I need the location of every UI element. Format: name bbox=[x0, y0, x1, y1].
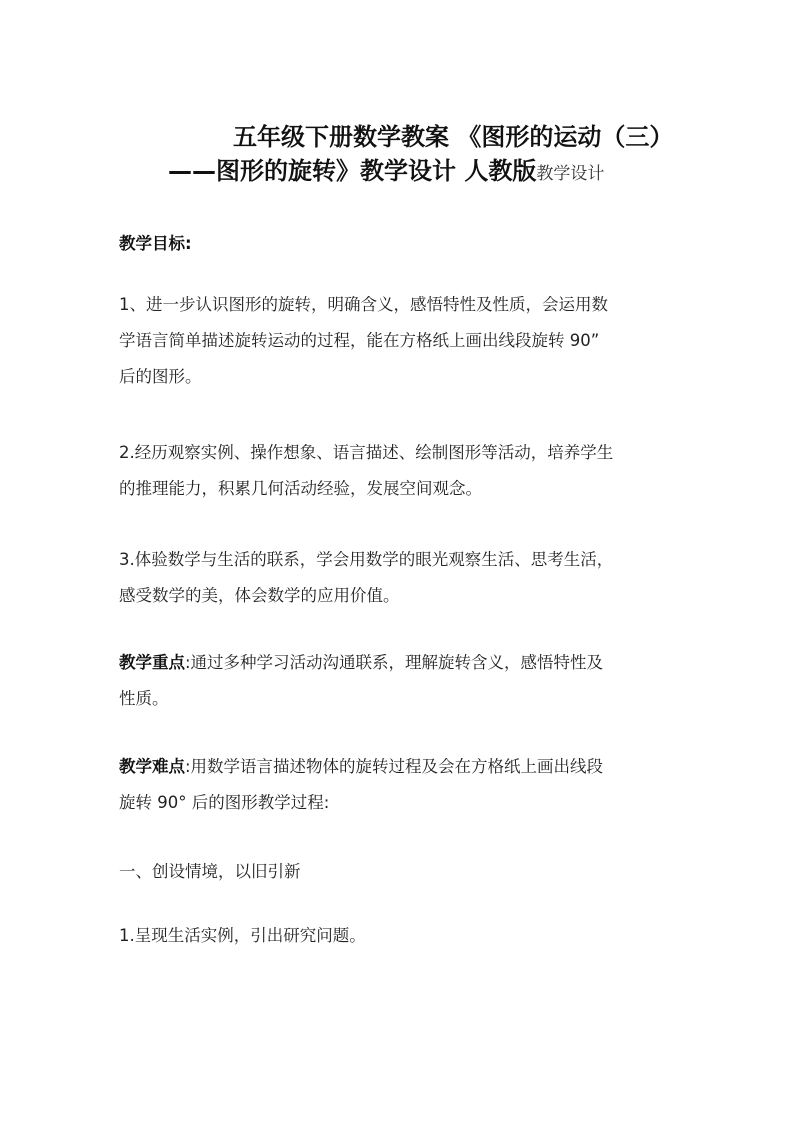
key-point bbox=[119, 645, 679, 717]
objective-2 bbox=[119, 435, 679, 507]
objective-1-line: 1、进一步认识图形的旋转，明确含义，感悟特性及性质，会运用数 bbox=[119, 295, 608, 314]
key-point-line bbox=[119, 645, 679, 681]
key-point-line: 性质。 bbox=[119, 689, 169, 708]
objective-2-line: 2.经历观察实例、操作想象、语言描述、绘制图形等活动，培养学生 bbox=[119, 443, 614, 462]
objective-2-line: 的推理能力，积累几何活动经验，发展空间观念。 bbox=[119, 479, 482, 498]
objective-3 bbox=[119, 542, 679, 614]
difficulty-label: 教学难点 bbox=[119, 757, 185, 776]
objective-1-line: 后的图形。 bbox=[119, 367, 202, 386]
title-line-2-main: ——图形的旋转》教学设计 人教版 bbox=[168, 157, 537, 185]
objectives-heading: 教学目标: bbox=[119, 234, 192, 253]
key-point-label: 教学重点 bbox=[119, 653, 185, 672]
difficulty bbox=[119, 749, 679, 821]
title-line-1: 五年级下册数学教案 《图形的运动（三） bbox=[233, 123, 674, 151]
section-1-item-1: 1.呈现生活实例，引出研究问题。 bbox=[119, 926, 366, 945]
difficulty-text: :用数学语言描述物体的旋转过程及会在方格纸上画出线段 bbox=[185, 757, 604, 776]
objective-3-line: 感受数学的美，体会数学的应用价值。 bbox=[119, 586, 400, 605]
key-point-text: :通过多种学习活动沟通联系，理解旋转含义，感悟特性及 bbox=[185, 653, 604, 672]
document-title bbox=[100, 120, 700, 191]
objective-1 bbox=[119, 287, 679, 395]
difficulty-line bbox=[119, 749, 679, 785]
title-line-2-suffix: 教学设计 bbox=[536, 164, 605, 184]
objective-1-line: 学语言简单描述旋转运动的过程，能在方格纸上画出线段旋转 90” bbox=[119, 331, 600, 350]
title-line-2 bbox=[100, 154, 700, 191]
objective-3-line: 3.体验数学与生活的联系，学会用数学的眼光观察生活、思考生活， bbox=[119, 550, 614, 569]
section-1-heading: 一、创设情境，以旧引新 bbox=[119, 862, 301, 881]
difficulty-line: 旋转 90° 后的图形教学过程: bbox=[119, 793, 330, 812]
